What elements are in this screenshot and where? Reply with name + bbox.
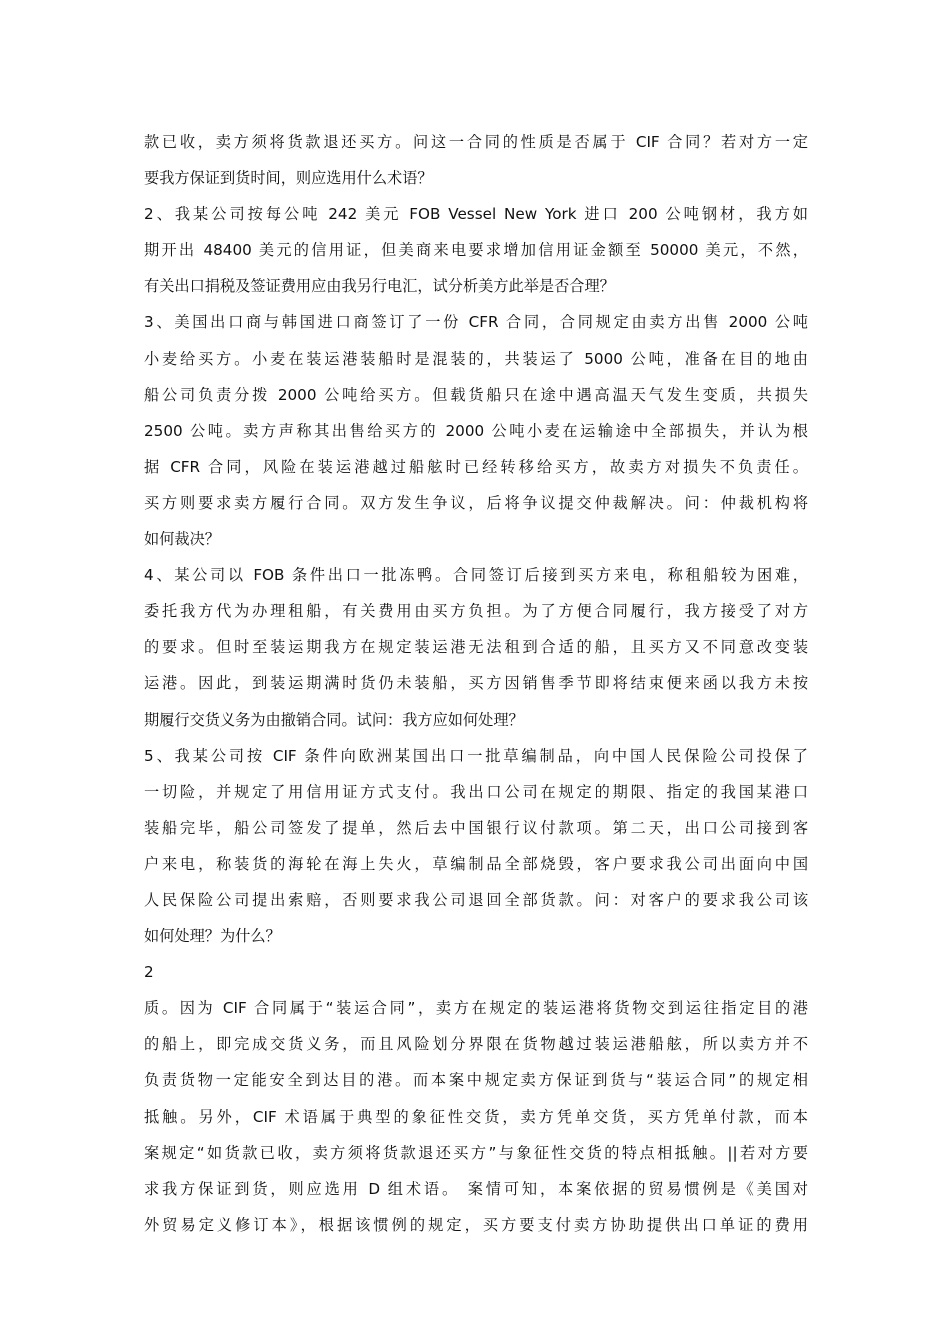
text-line: 款已收，卖方须将货款退还买方。问这一合同的性质是否属于 CIF 合同？若对方一定 (144, 133, 808, 151)
text-line: 的船上，即完成交货义务，而且风险划分界限在货物越过装运港船舷，所以卖方并不 (144, 1035, 808, 1054)
text-line: 2500 公吨。卖方声称其出售给买方的 2000 公吨小麦在运输途中全部损失，并认为根 (144, 421, 808, 440)
text-line: 抵触。另外，CIF 术语属于典型的象征性交货，卖方凭单交货，买方凭单付款，而本 (144, 1107, 808, 1126)
text-line: 期履行交货义务为由撤销合同。试问：我方应如何处理？ (144, 710, 524, 729)
text-line: 有关出口捐税及签证费用应由我另行电汇，试分析美方此举是否合理？ (144, 277, 615, 296)
text-line: 人民保险公司提出索赔，否则要求我公司退回全部货款。问：对客户的要求我公司该 (144, 890, 808, 909)
text-line: 户来电，称装货的海轮在海上失火，草编制品全部烧毁，客户要求我公司出面向中国 (144, 854, 808, 873)
text-line: 小麦给买方。小麦在装运港装船时是混装的，共装运了 5000 公吨，准备在目的地由 (144, 349, 808, 368)
text-line: 船公司负责分拨 2000 公吨给买方。但载货船只在途中遇高温天气发生变质，共损失 (144, 385, 808, 404)
text-line: 装船完毕，船公司签发了提单，然后去中国银行议付款项。第二天，出口公司接到客 (144, 818, 808, 837)
text-line: 如何处理？为什么？ (144, 927, 281, 946)
text-line: 运港。因此，到装运期满时货仍未装船，买方因销售季节即将结束便来函以我方未按 (144, 674, 808, 693)
text-line: 一切险，并规定了用信用证方式支付。我出口公司在规定的期限、指定的我国某港口 (144, 782, 808, 801)
text-line: 据 CFR 合同，风险在装运港越过船舷时已经转移给买方，故卖方对损失不负责任。 (144, 457, 808, 476)
text-line: 买方则要求卖方履行合同。双方发生争议，后将争议提交仲裁解决。问：仲裁机构将 (144, 493, 808, 512)
text-line: 5、我某公司按 CIF 条件向欧洲某国出口一批草编制品，向中国人民保险公司投保了 (144, 746, 808, 765)
text-line: 的要求。但时至装运期我方在规定装运港无法租到合适的船，且买方又不同意改变装 (144, 638, 808, 657)
text-line: 负责货物一定能安全到达目的港。而本案中规定卖方保证到货与“装运合同”的规定相 (144, 1071, 808, 1090)
text-line: 2、我某公司按每公吨 242 美元 FOB Vessel New York 进口 200 公吨钢材，我方如 (144, 205, 808, 224)
text-line: 质。因为 CIF 合同属于“装运合同”，卖方在规定的装运港将货物交到运往指定目的港 (144, 999, 808, 1018)
text-line: 求我方保证到货，则应选用 D 组术语。 案情可知，本案依据的贸易惯例是《美国对 (144, 1179, 808, 1198)
text-line: 要我方保证到货时间，则应选用什么术语？ (144, 169, 433, 188)
text-line: 期开出 48400 美元的信用证，但美商来电要求增加信用证金额至 50000 美元，不然， (144, 241, 808, 260)
document-body (144, 124, 808, 1243)
text-line: 案规定“如货款已收，卖方须将货款退还买方”与象征性交货的特点相抵触。||若对方要 (144, 1143, 808, 1162)
text-line: 外贸易定义修订本》，根据该惯例的规定，买方要支付卖方协助提供出口单证的费用 (144, 1215, 808, 1234)
text-line: 委托我方代为办理租船，有关费用由买方负担。为了方便合同履行，我方接受了对方 (144, 602, 808, 621)
text-line: 4、某公司以 FOB 条件出口一批冻鸭。合同签订后接到买方来电，称租船较为困难， (144, 566, 808, 585)
text-line: 如何裁决？ (144, 530, 220, 549)
text-line: 2 (144, 963, 154, 982)
text-line: 3、美国出口商与韩国进口商签订了一份 CFR 合同，合同规定由卖方出售 2000 公吨 (144, 313, 808, 332)
